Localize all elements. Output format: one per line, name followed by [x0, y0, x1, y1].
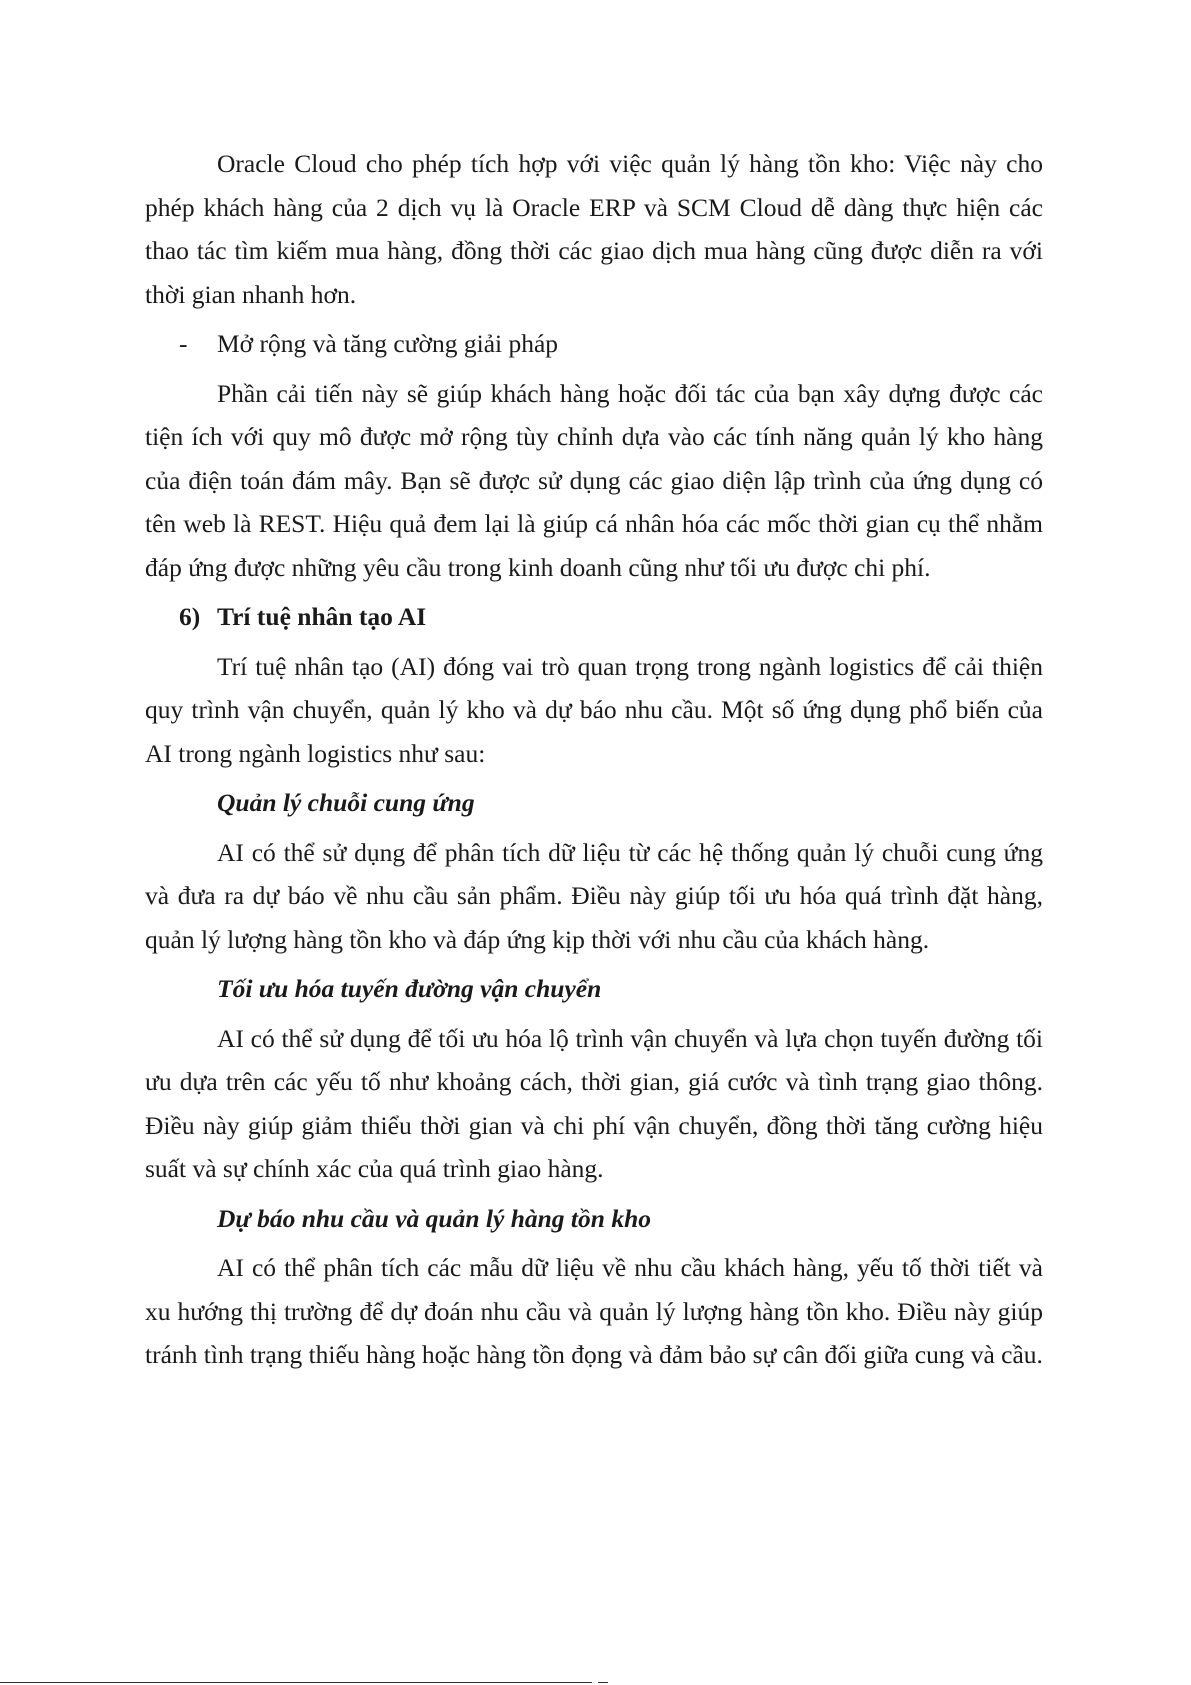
document-page — [145, 142, 1043, 1377]
section-heading-ai — [145, 595, 1043, 639]
paragraph-oracle-inventory: Oracle Cloud cho phép tích hợp với việc quản lý hàng tồn kho: Việc này cho phép khách hàng của 2 dịch vụ là Oracle ERP và SCM Cloud dễ dàng thực hiện các thao tác tìm kiếm mua hàng, đồng thời các giao dịch mua hàng cũng được diễn ra với thời gian nhanh hơn. — [145, 149, 1043, 309]
bullet-item-expand-solution — [145, 322, 1043, 366]
paragraph-improvement: Phần cải tiến này sẽ giúp khách hàng hoặc đối tác của bạn xây dựng được các tiện ích với quy mô được mở rộng tùy chỉnh dựa vào các tính năng quản lý kho hàng của điện toán đám mây. Bạn sẽ được sử dụng các giao diện lập trình của ứng dụng có tên web là REST. Hiệu quả đem lại là giúp cá nhân hóa các mốc thời gian cụ thể nhằm đáp ứng được những yêu cầu trong kinh doanh cũng như tối ưu được chi phí. — [145, 378, 1043, 582]
paragraph-ai-intro: Trí tuệ nhân tạo (AI) đóng vai trò quan trọng trong ngành logistics để cải thiện quy trình vận chuyển, quản lý kho và dự báo nhu cầu. Một số ứng dụng phổ biến của AI trong ngành logistics như sau: — [145, 651, 1043, 768]
subheading-supply-chain: Quản lý chuỗi cung ứng — [217, 788, 475, 817]
subheading-route-optimization: Tối ưu hóa tuyến đường vận chuyển — [217, 974, 602, 1003]
section-title: Trí tuệ nhân tạo AI — [217, 602, 427, 631]
paragraph-demand-forecast: AI có thể phân tích các mẫu dữ liệu về nhu cầu khách hàng, yếu tố thời tiết và xu hướng thị trường để dự đoán nhu cầu và quản lý lượng hàng tồn kho. Điều này giúp tránh tình trạng thiếu hàng hoặc hàng tồn đọng và đảm bảo sự cân đối giữa cung và cầu. — [145, 1253, 1043, 1369]
section-number: 6) — [179, 602, 201, 631]
bullet-dash: - — [179, 329, 188, 358]
subheading-demand-forecast: Dự báo nhu cầu và quản lý hàng tồn kho — [217, 1203, 652, 1233]
footer-divider-tail — [598, 1682, 608, 1683]
paragraph-route-optimization: AI có thể sử dụng để tối ưu hóa lộ trình vận chuyển và lựa chọn tuyến đường tối ưu dựa trên các yếu tố như khoảng cách, thời gian, giá cước và tình trạng giao thông. Điều này giúp giảm thiểu thời gian và chi phí vận chuyển, đồng thời tăng cường hiệu suất và sự chính xác của quá trình giao hàng. — [145, 1023, 1043, 1183]
footer-divider — [0, 1682, 592, 1683]
bullet-text: Mở rộng và tăng cường giải pháp — [217, 329, 559, 358]
paragraph-supply-chain: AI có thể sử dụng để phân tích dữ liệu từ các hệ thống quản lý chuỗi cung ứng và đưa ra dự báo về nhu cầu sản phẩm. Điều này giúp tối ưu hóa quá trình đặt hàng, quản lý lượng hàng tồn kho và đáp ứng kịp thời với nhu cầu của khách hàng. — [145, 837, 1043, 954]
